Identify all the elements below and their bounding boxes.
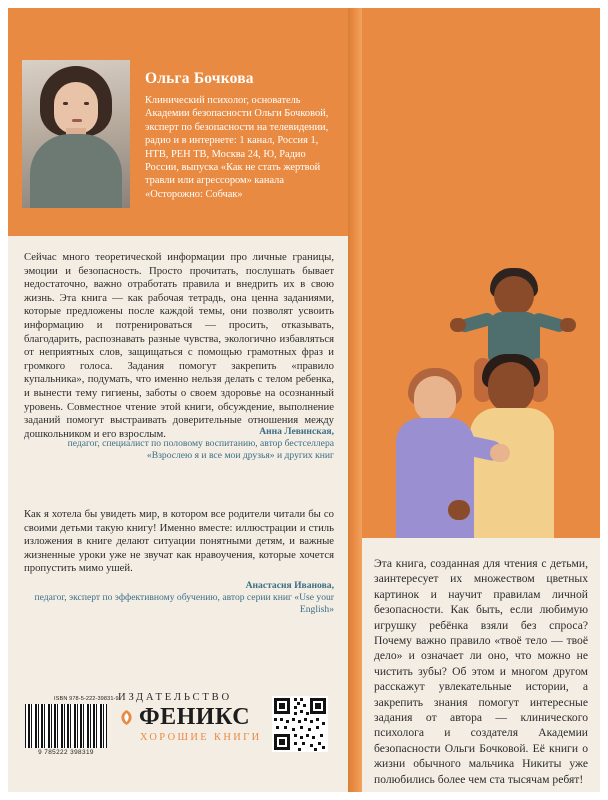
family-illustration bbox=[362, 258, 600, 538]
publisher-top-label: ИЗДАТЕЛЬСТВО bbox=[118, 692, 232, 703]
front-cover-panel bbox=[362, 8, 600, 792]
isbn-label: ISBN 978-5-222-39831-9 bbox=[54, 696, 119, 702]
testimonial-2-signature bbox=[24, 580, 334, 617]
testimonial-2-signature-role: педагог, эксперт по эффективному обучению, автор серии книг «Use your English» bbox=[34, 592, 334, 616]
barcode-icon bbox=[25, 704, 107, 748]
testimonial-2-signature-name: Анастасия Иванова, bbox=[245, 579, 334, 591]
publisher-block bbox=[118, 692, 268, 743]
publisher-name-row bbox=[118, 705, 268, 729]
publisher-name: ФЕНИКС bbox=[139, 704, 251, 730]
author-header-band bbox=[8, 8, 348, 236]
testimonial-2-text: Как я хотела бы увидеть мир, в котором все родители читали бы со своими детьми такую книгу! Именно вместе: иллюстрации и стиль изложения в книге делают ситуации понятными детям, и важные жизненные уроки уже не звучат как нравоучения, которые хочется пропустить мимо ушей. bbox=[24, 508, 334, 575]
front-cover-description: Эта книга, созданная для чтения с детьми, заинтересует их множеством цветных картинок и научит правилам личной безопасности. Как быть, если любимую игрушку ребёнка взяли без спроса? Почему важно правило «твоё тело — твоё дело» и означает ли оно, что можно не чистить зубы? Об этом и многом другом расскажут увлекательные истории, а закрепить знания помогут интересные задания от автора — клинического психолога и создателя Академии безопасности Ольги Бочковой. Её книги о жизни обычного мальчика Никиты уже полюбились более чем ста тысячам ребят! bbox=[374, 557, 588, 786]
author-name: Ольга Бочкова bbox=[145, 70, 254, 87]
author-bio: Клинический психолог, основатель Академии безопасности Ольги Бочковой, эксперт по безопасности на телевидении, радио и в интернете: 1 канал, Россия 1, НТВ, РЕН ТВ, Москва 24, Ю, Радио России, выпуска «Как не стать жертвой травли или агрессором» канала «Осторожно: Собчак» bbox=[145, 95, 329, 200]
testimonial-1-signature bbox=[24, 426, 334, 463]
back-cover-body-text: Сейчас много теоретической информации про личные границы, эмоции и безопасность. Просто прочитать, послушать бывает недостаточно, важно отработать правила и внедрить их в свою жизнь. Эта книга — как рабочая тетрадь, она ценна заданиями, которые предложены после каждой темы, они позволят усвоить информацию и потренироваться — просить, отказывать, благодарить, распознавать разные чувства, экологично избавляться от неприятных слов, защищаться с помощью грамотных фраз и громкого голоса. Задания помогут закрепить «правило купальника», подумать, что именно нельзя делать с телом ребенка, и вынести тему гигиены, заботы о своем здоровье на осознанный уровень. Совместное чтение этой книги, обсуждение, выполнение заданий помогут выстраивать доверительные отношения между дошкольником и его взрослым. bbox=[24, 251, 334, 440]
phoenix-bird-icon bbox=[118, 709, 135, 726]
testimonial-2 bbox=[24, 508, 334, 617]
back-cover-panel bbox=[8, 8, 348, 792]
testimonial-1 bbox=[24, 422, 334, 463]
qr-code-icon[interactable] bbox=[272, 696, 328, 752]
publisher-tagline: ХОРОШИЕ КНИГИ bbox=[140, 732, 262, 743]
barcode-number: 9 785222 398319 bbox=[38, 749, 94, 756]
author-photo bbox=[22, 60, 130, 208]
testimonial-1-signature-name: Анна Левинская, bbox=[259, 426, 334, 437]
testimonial-1-signature-role: педагог, специалист по половому воспитанию, автор бестселлера «Взрослею я и все мои друзья» и других книг bbox=[67, 438, 334, 462]
book-spine bbox=[348, 8, 362, 792]
